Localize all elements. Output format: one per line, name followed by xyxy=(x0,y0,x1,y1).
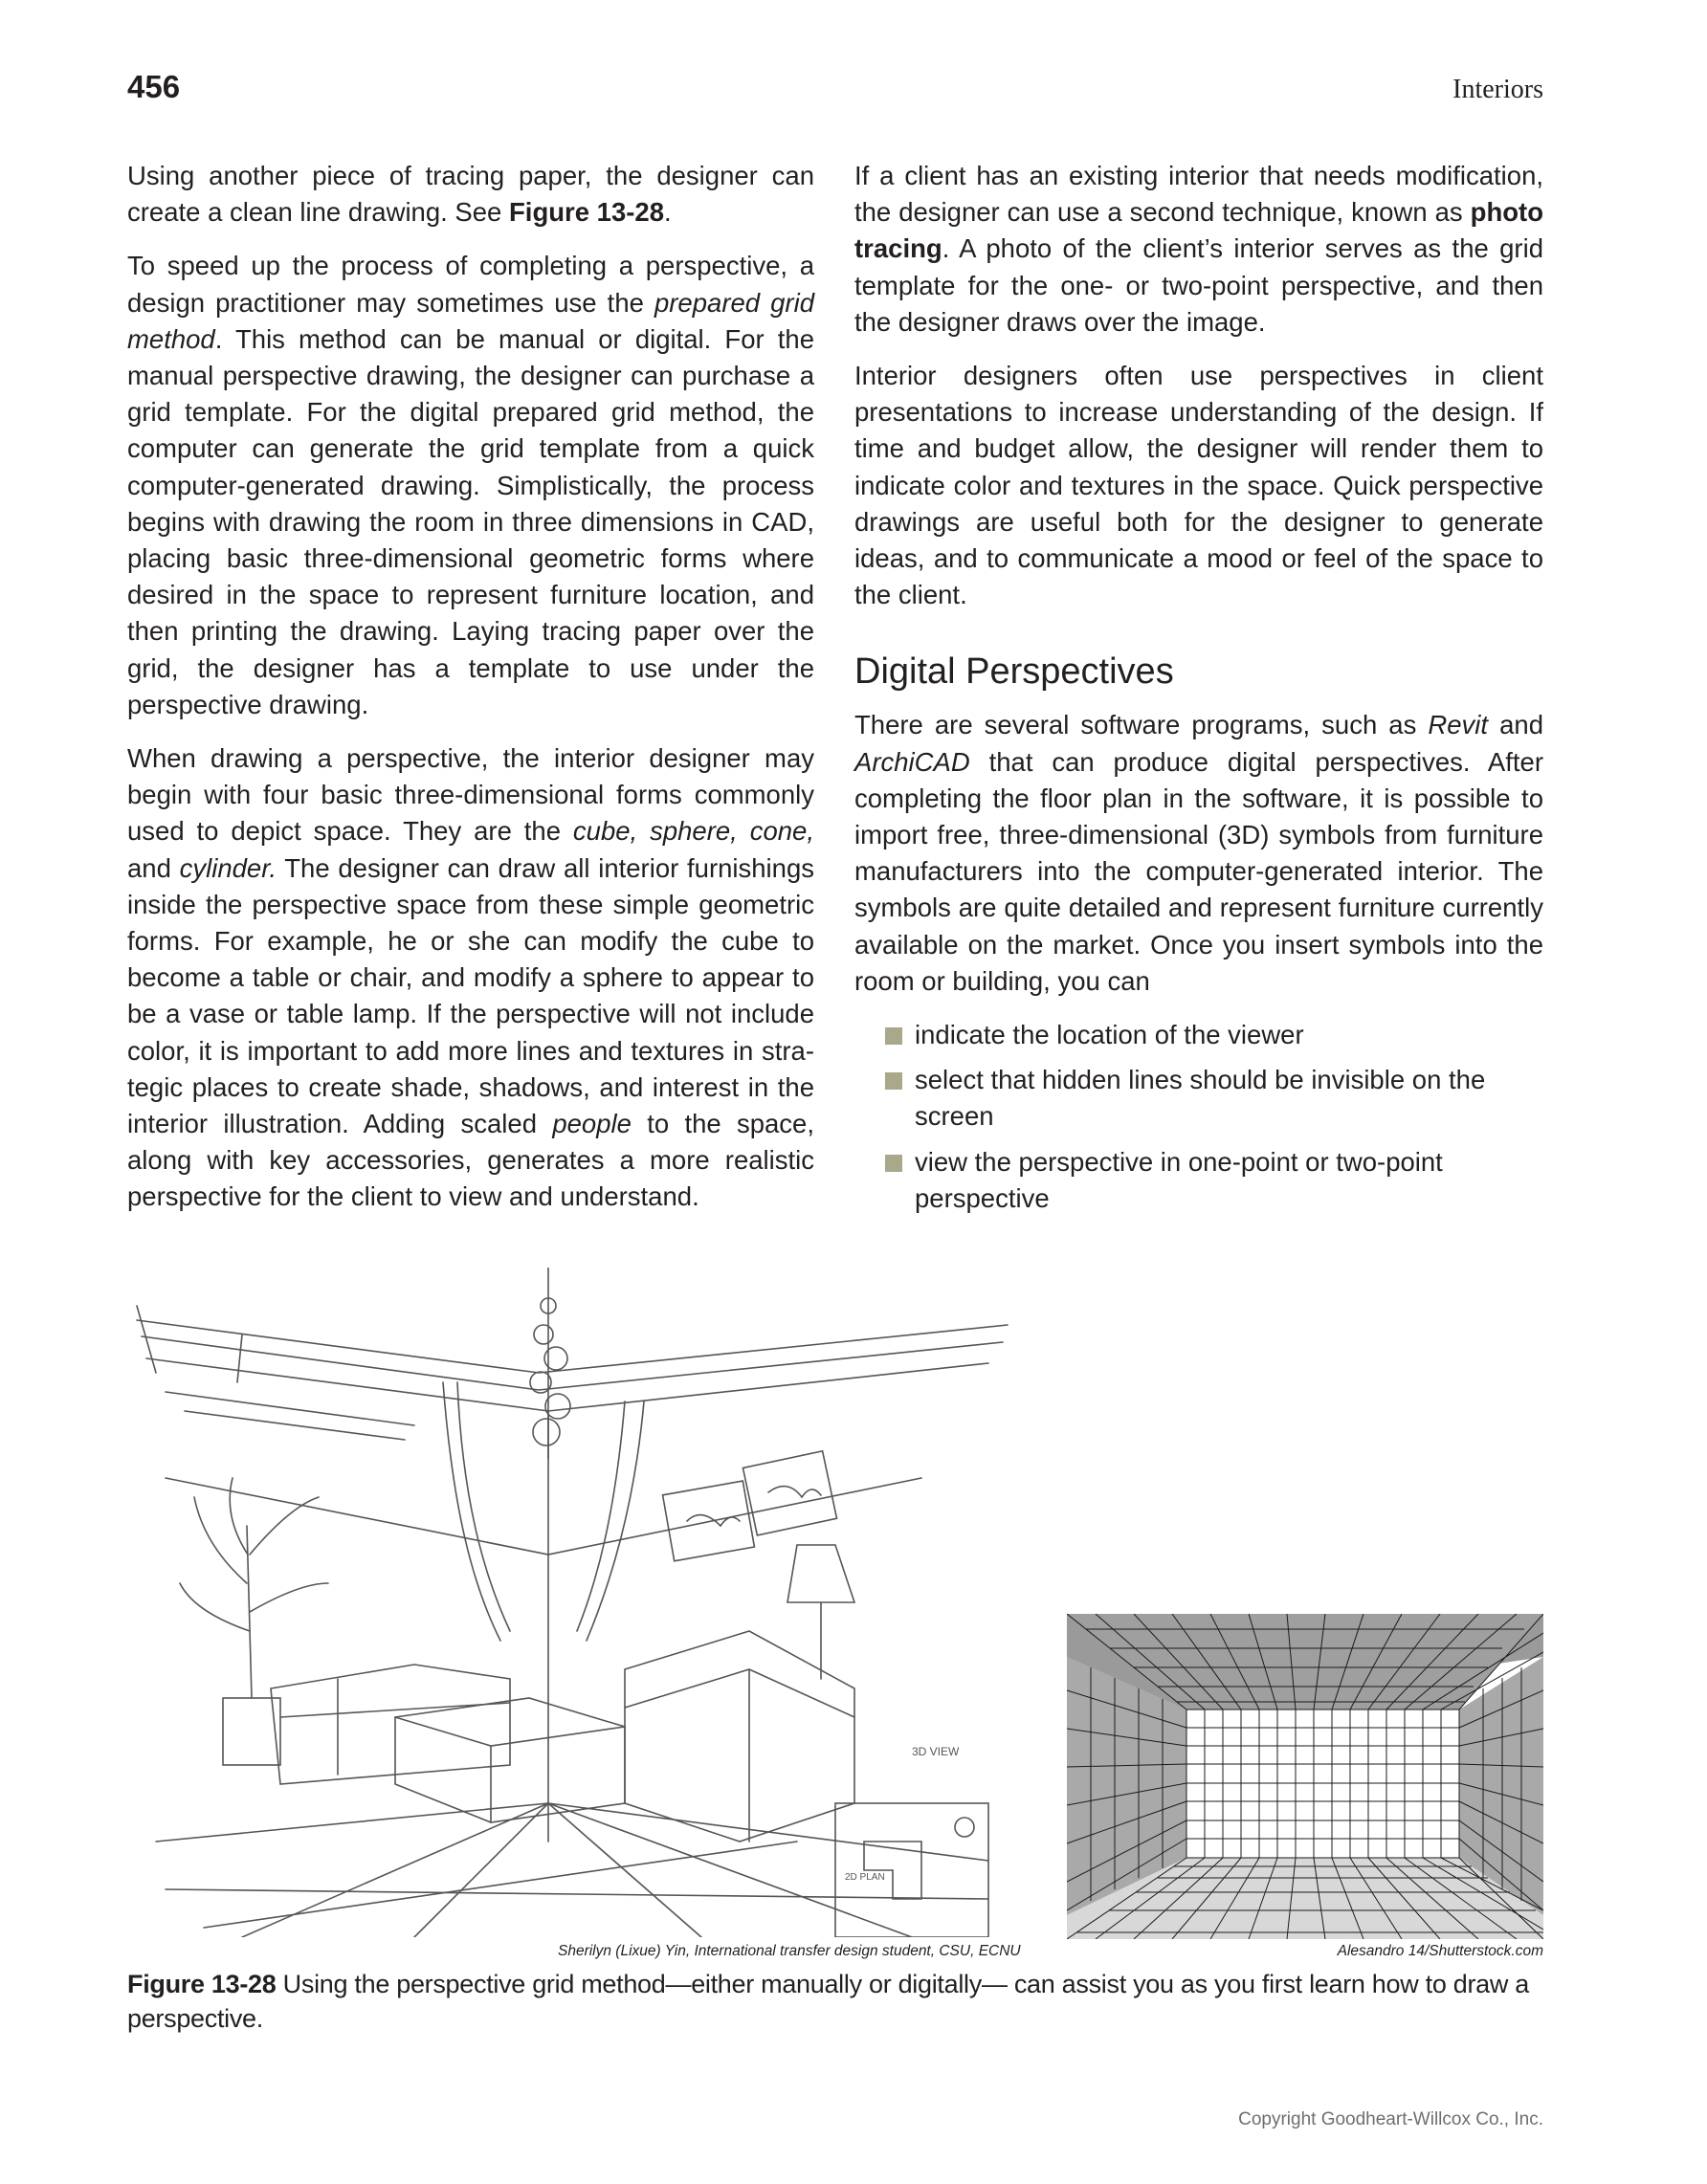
list-item: view the perspective in one-point or two-point perspective xyxy=(854,1144,1543,1217)
figure-caption: Figure 13-28 Using the perspective grid method—either manually or digitally— can assist you as you first learn how to draw a perspective. xyxy=(127,1970,1530,2033)
bullet-square-icon xyxy=(885,1027,902,1045)
term-photo-tracing: photo tracing xyxy=(854,197,1543,264)
paragraph-photo-tracing: If a client has an existing interior that needs modification, the designer can use a second technique, known as photo tracing. A photo of the client’s interior serves as the grid template for the one- or two-point perspective, and then the designer draws over the image. xyxy=(854,161,1543,337)
copyright-notice: Copyright Goodheart-Willcox Co., Inc. xyxy=(1238,2109,1543,2129)
right-column xyxy=(854,158,1543,1225)
paragraph-prepared-grid: To speed up the process of completing a perspective, a design practitioner may sometimes use the prepared grid method. This method can be manual or digital. For the manual perspective drawing, the designer can purchase a grid template. For the digital prepared grid method, the computer can generate the grid template from a quick computer-generated drawing. Simplistically, the process begins with drawing the room in three dimensions in CAD, placing basic three-dimensional geometric forms where desired in the space to represent furniture location, and then printing the drawing. Laying tracing paper over the grid, the designer has a template to use under the perspective drawing. xyxy=(127,251,814,719)
running-head: Interiors xyxy=(1452,75,1543,104)
bullet-square-icon xyxy=(885,1155,902,1172)
bullet-list xyxy=(854,1017,1543,1217)
perspective-grid-image xyxy=(1067,1614,1543,1939)
list-item: indicate the location of the viewer xyxy=(854,1017,1543,1053)
photo-credit-right: Alesandro 14/Shutterstock.com xyxy=(1337,1943,1543,1959)
figure-label: Figure 13-28 xyxy=(127,1970,277,1998)
paragraph-presentations: Interior designers often use perspectives in client presentations to increase understanding of the design. If time and budget allow, the designer will render them to indicate color and textures in the space. Quick perspective drawings are useful both for the designer to generate ideas, and to communicate a mood or feel of the space to the client. xyxy=(854,361,1543,610)
term-prepared-grid: prepared grid method xyxy=(127,287,814,354)
bullet-square-icon xyxy=(885,1072,902,1090)
page-number: 456 xyxy=(127,69,181,104)
sketch-plan-note: 2D PLAN xyxy=(845,1872,885,1883)
left-column xyxy=(127,158,814,1233)
paragraph-basic-forms: When drawing a perspective, the interior designer may begin with four basic three-dimensional forms commonly used to depict space. They are the cube, sphere, cone, and cylinder. The designer can draw all interior furnishings inside the perspective space from these simple geometric forms. For example, he or she can modify the cube to become a table or chair, and modify a sphere to appear to be a vase or table lamp. If the perspective will not include color, it is important to add more lines and textures in strategic places to create shade, shadows, and interest in the interior illustration. Adding scaled people to the space, along with key accessories, generates a more realistic perspective for the client to view and understand. xyxy=(127,743,814,1212)
photo-credit-left: Sherilyn (Lixue) Yin, International transfer design student, CSU, ECNU xyxy=(558,1943,1021,1959)
paragraph-software: There are several software programs, such as Revit and ArchiCAD that can produce digital perspectives. After completing the floor plan in the software, it is possible to import free, three-dimensional (3D) symbols from furniture manufacturers into the computer-generated interior. The symbols are quite detailed and represent furniture currently available on the market. Once you insert symbols into the room or building, you can xyxy=(854,710,1543,996)
list-item: select that hidden lines should be invisible on the screen xyxy=(854,1062,1543,1135)
section-heading: Digital Perspectives xyxy=(854,651,1174,693)
perspective-sketch-image xyxy=(127,1268,1041,1937)
paragraph-tracing: Using another piece of tracing paper, the designer can create a clean line drawing. See Figure 13-28. xyxy=(127,161,814,228)
sketch-view-note: 3D VIEW xyxy=(912,1745,960,1758)
figure-reference: Figure 13-28 xyxy=(509,197,665,228)
